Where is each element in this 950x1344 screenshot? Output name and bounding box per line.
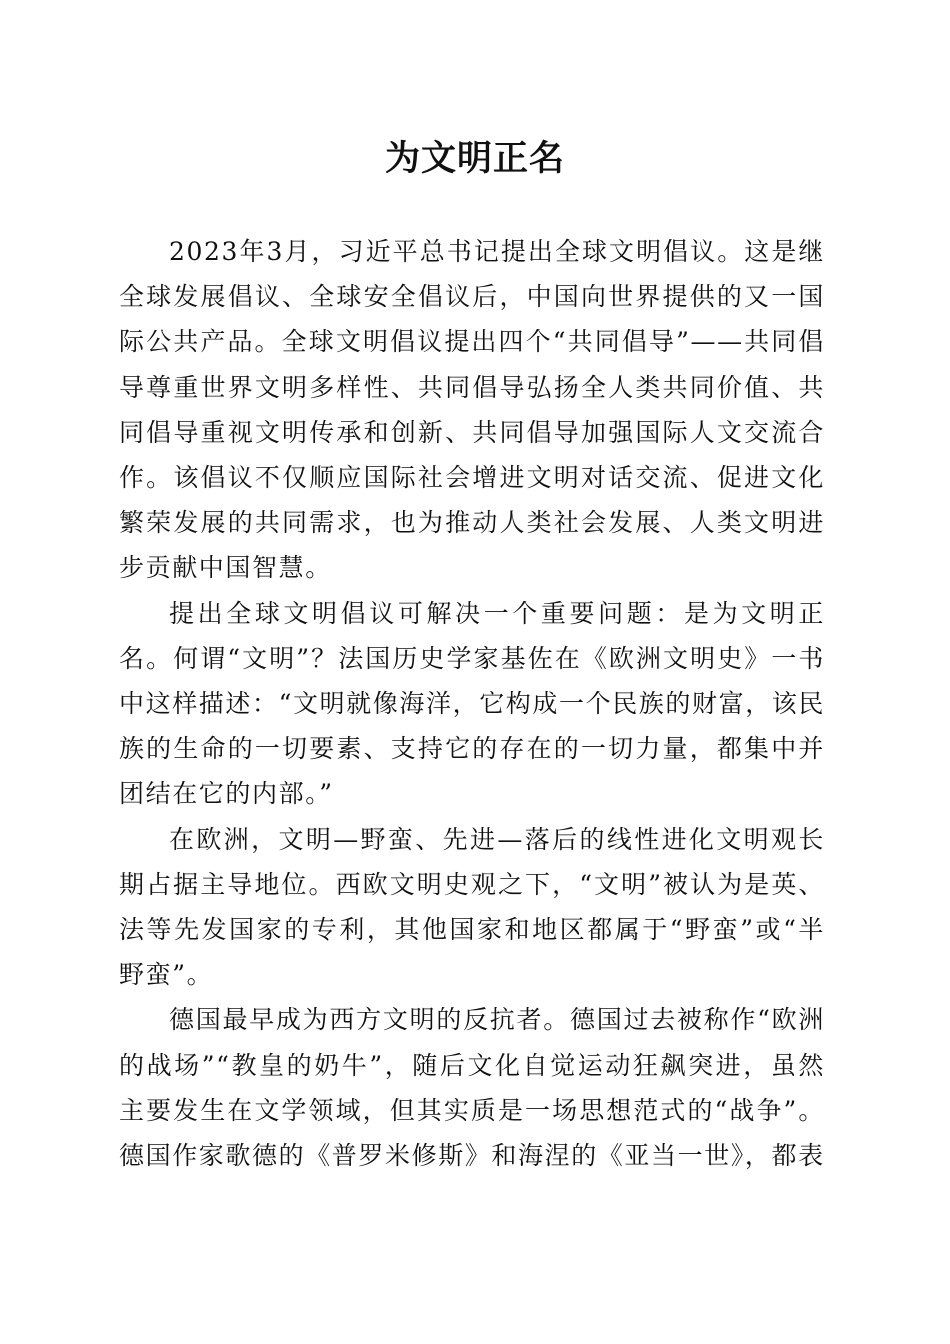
paragraph-2: 提出全球文明倡议可解决一个重要问题：是为文明正名。何谓“文明”？法国历史学家基佐在《欧洲文明史》一书中这样描述：“文明就像海洋，它构成一个民族的财富，该民族的生命的一切要素、支持它的存在的一切力量，都集中并团结在它的内部。” bbox=[119, 598, 825, 809]
document-title: 为文明正名 bbox=[384, 138, 565, 179]
paragraph-3: 在欧洲，文明—野蛮、先进—落后的线性进化文明观长期占据主导地位。西欧文明史观之下，“文明”被认为是英、法等先发国家的专利，其他国家和地区都属于“野蛮”或“半野蛮”。 bbox=[119, 824, 825, 990]
document-body bbox=[119, 229, 825, 1178]
paragraph-4: 德国最早成为西方文明的反抗者。德国过去被称作“欧洲的战场”“教皇的奶牛”，随后文化自觉运动狂飙突进，虽然主要发生在文学领域，但其实质是一场思想范式的“战争”。德国作家歌德的《普罗米修斯》和海涅的《亚当一世》，都表 bbox=[119, 1005, 825, 1171]
paragraph-1: 2023年3月，习近平总书记提出全球文明倡议。这是继全球发展倡议、全球安全倡议后，中国向世界提供的又一国际公共产品。全球文明倡议提出四个“共同倡导”——共同倡导尊重世界文明多样性、共同倡导弘扬全人类共同价值、共同倡导重视文明传承和创新、共同倡导加强国际人文交流合作。该倡议不仅顺应国际社会增进文明对话交流、促进文化繁荣发展的共同需求，也为推动人类社会发展、人类文明进步贡献中国智慧。 bbox=[119, 237, 825, 583]
